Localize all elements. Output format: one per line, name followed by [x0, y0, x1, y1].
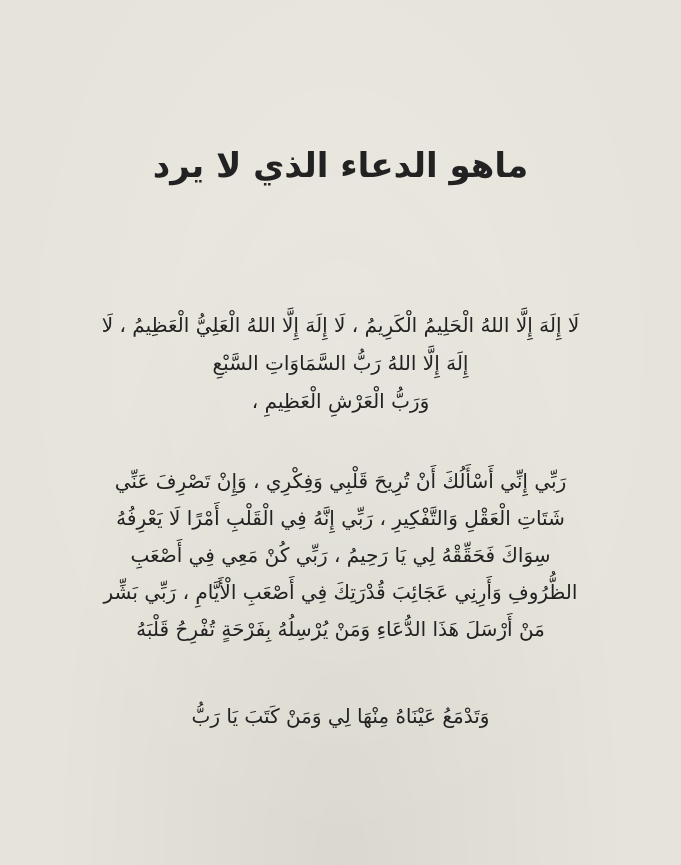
text-line: الظُّرُوفِ وَأَرِنِي عَجَائِبَ قُدْرَتِكَ فِي أَصْعَبِ الْأَيَّامِ ، رَبِّي بَشِّر — [103, 580, 578, 604]
text-line: إِلَهَ إِلَّا اللهُ رَبُّ السَّمَاوَاتِ السَّبْعِ — [212, 351, 469, 375]
dua-paragraph-2 — [40, 463, 641, 648]
text-line: لَا إِلَهَ إِلَّا اللهُ الْحَلِيمُ الْكَرِيمُ ، لَا إِلَهَ إِلَّا اللهُ الْعَلِيُّ الْعَظِيمُ ، لَا — [101, 313, 580, 337]
text-line: وَتَدْمَعُ عَيْنَاهُ مِنْهَا لِي وَمَنْ كَتَبَ يَا رَبُّ — [191, 704, 490, 728]
text-line: رَبِّي إِنِّي أَسْأَلُكَ أَنْ تُرِيحَ قَلْبِي وَفِكْرِي ، وَإِنْ تَصْرِفَ عَنِّي — [114, 469, 567, 493]
dua-paragraph-1 — [40, 306, 641, 420]
text-line: سِوَاكَ فَحَقِّقْهُ لِي يَا رَحِيمُ ، رَبِّي كُنْ مَعِي فِي أَصْعَبِ — [130, 543, 551, 567]
text-line: وَرَبُّ الْعَرْشِ الْعَظِيمِ ، — [251, 389, 430, 413]
text-line: مَنْ أَرْسَلَ هَذَا الدُّعَاءِ وَمَنْ يُرْسِلُهُ بِفَرْحَةٍ تُفْرِحُ قَلْبَهُ — [136, 617, 545, 641]
text-line: شَتَاتِ الْعَقْلِ وَالتَّفْكِيرِ ، رَبِّي إِنَّهُ فِي الْقَلْبِ أَمْرًا لَا يَعْرِفُهُ — [116, 506, 565, 530]
page-title: ماهو الدعاء الذي لا يرد — [152, 146, 529, 186]
dua-paragraph-3 — [40, 697, 641, 735]
